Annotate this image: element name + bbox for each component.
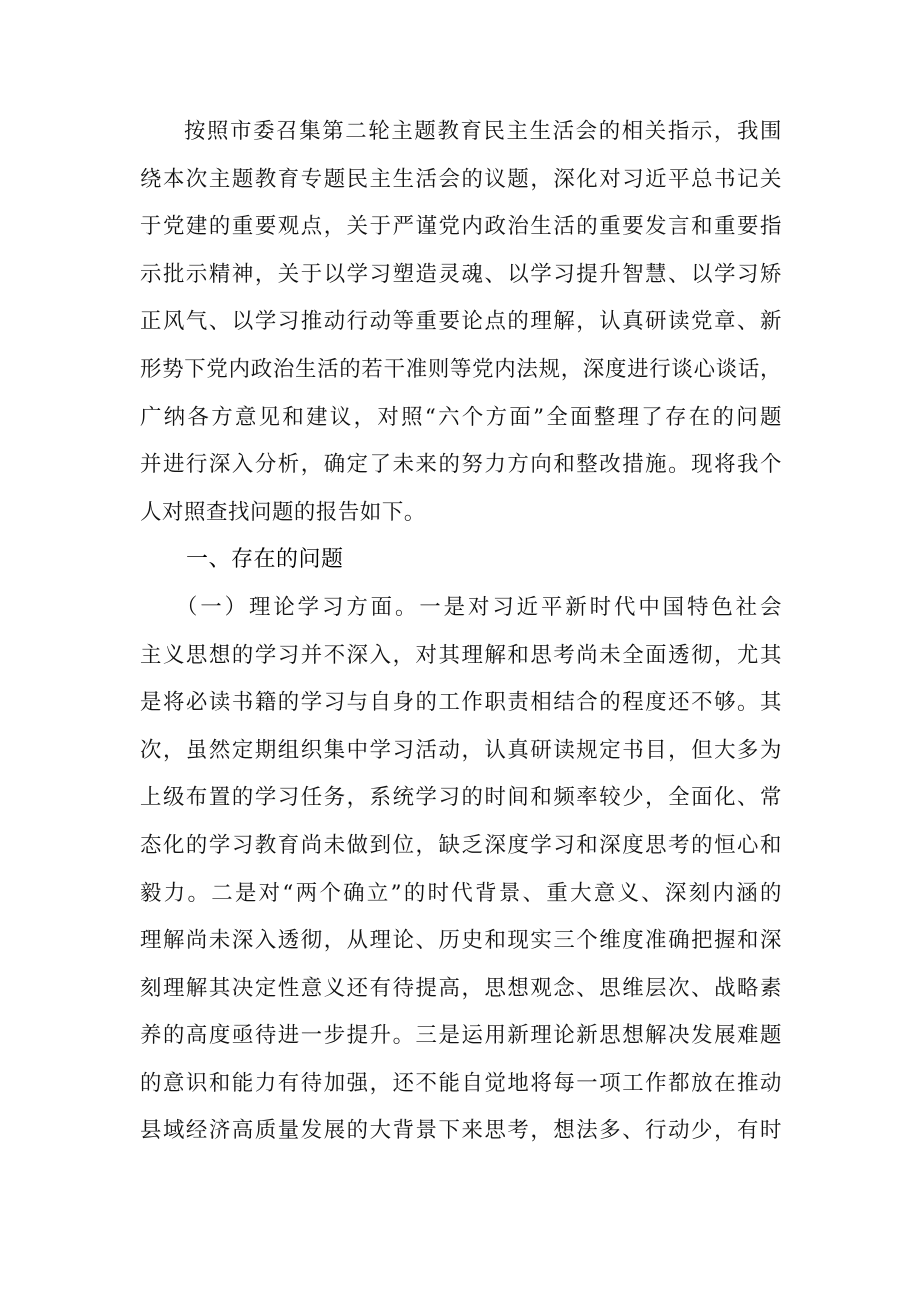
intro-paragraph (140, 108, 782, 536)
text-line: 理解尚未深入透彻，从理论、历史和现实三个维度准确把握和深 (140, 928, 782, 954)
document-body (140, 108, 782, 1155)
text-line: 正风气、以学习推动行动等重要论点的理解，认真研读党章、新 (140, 309, 782, 335)
text-line: 县域经济高质量发展的大背景下来思考，想法多、行动少，有时 (140, 1118, 782, 1144)
text-line: 刻理解其决定性意义还有待提高，思想观念、思维层次、战略素 (140, 975, 782, 1001)
text-line: 毅力。二是对“两个确立”的时代背景、重大意义、深刻内涵的 (140, 880, 782, 906)
text-line: 主义思想的学习并不深入，对其理解和思考尚未全面透彻，尤其 (140, 642, 782, 668)
text-line: 绕本次主题教育专题民主生活会的议题，深化对习近平总书记关 (140, 166, 782, 192)
text-line: 形势下党内政治生活的若干准则等党内法规，深度进行谈心谈话， (140, 356, 782, 382)
text-line: 养的高度亟待进一步提升。三是运用新理论新思想解决发展难题 (140, 1023, 782, 1049)
text-line: 态化的学习教育尚未做到位，缺乏深度学习和深度思考的恒心和 (140, 832, 782, 858)
text-line: 是将必读书籍的学习与自身的工作职责相结合的程度还不够。其 (140, 690, 782, 716)
section-heading: 一、存在的问题 (186, 547, 344, 573)
text-line: 按照市委召集第二轮主题教育民主生活会的相关指示，我围 (184, 119, 782, 144)
section-paragraph (140, 584, 782, 1155)
text-line: 于党建的重要观点，关于严谨党内政治生活的重要发言和重要指 (140, 214, 782, 240)
text-line: 人对照查找问题的报告如下。 (140, 499, 426, 525)
text-line: 并进行深入分析，确定了未来的努力方向和整改措施。现将我个 (140, 452, 782, 478)
text-line: 次，虽然定期组织集中学习活动，认真研读规定书目，但大多为 (140, 737, 782, 763)
text-line: 示批示精神，关于以学习塑造灵魂、以学习提升智慧、以学习矫 (140, 261, 782, 287)
text-line: 上级布置的学习任务，系统学习的时间和频率较少，全面化、常 (140, 785, 782, 811)
text-line: 广纳各方意见和建议，对照“六个方面”全面整理了存在的问题 (140, 404, 782, 430)
text-line: 的意识和能力有待加强，还不能自觉地将每一项工作都放在推动 (140, 1070, 782, 1096)
text-line: （一）理论学习方面。一是对习近平新时代中国特色社会 (176, 594, 782, 620)
